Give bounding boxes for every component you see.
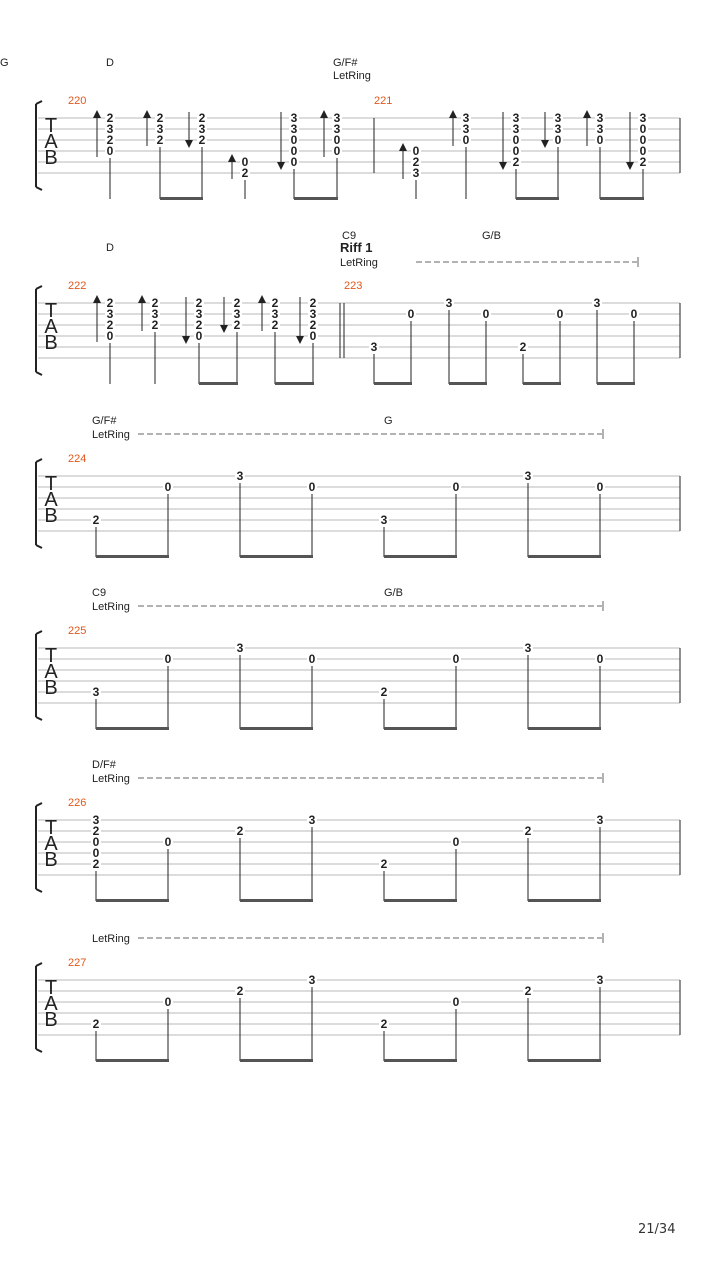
note-beam bbox=[528, 899, 601, 902]
measure-number: 223 bbox=[344, 280, 363, 292]
fret-number: 0 bbox=[308, 652, 316, 666]
fret-number: 0 bbox=[452, 480, 460, 494]
fret-number: 0 bbox=[596, 133, 604, 147]
fret-number: 0 bbox=[482, 307, 490, 321]
fret-number: 2 bbox=[198, 133, 206, 147]
fret-number: 3 bbox=[596, 813, 604, 827]
fret-number: 0 bbox=[596, 652, 604, 666]
strum-up-arrow-icon bbox=[138, 295, 146, 303]
fret-number: 0 bbox=[630, 307, 638, 321]
fret-number: 3 bbox=[290, 122, 298, 136]
fret-number: 3 bbox=[512, 122, 520, 136]
fret-number: 0 bbox=[554, 133, 562, 147]
strum-up-arrow-icon bbox=[258, 295, 266, 303]
system-bracket bbox=[36, 286, 42, 375]
note-beam bbox=[528, 727, 601, 730]
fret-number: 0 bbox=[92, 846, 100, 860]
fret-number: 3 bbox=[593, 296, 601, 310]
tab-clef-letter: B bbox=[44, 677, 58, 699]
fret-number: 2 bbox=[380, 685, 388, 699]
chord-name: G/B bbox=[384, 587, 403, 599]
strum-up-arrow-icon bbox=[583, 110, 591, 118]
fret-number: 0 bbox=[164, 652, 172, 666]
fret-number: 0 bbox=[512, 144, 520, 158]
note-beam bbox=[96, 555, 169, 558]
measure-number: 227 bbox=[68, 957, 87, 969]
measure-number: 222 bbox=[68, 280, 87, 292]
fret-number: 2 bbox=[92, 824, 100, 838]
strum-down-arrow-icon bbox=[626, 162, 634, 170]
fret-number: 3 bbox=[445, 296, 453, 310]
fret-number: 0 bbox=[596, 480, 604, 494]
fret-number: 0 bbox=[452, 995, 460, 1009]
strum-up-arrow-icon bbox=[93, 110, 101, 118]
measure-number: 225 bbox=[68, 625, 87, 637]
fret-number: 2 bbox=[309, 318, 317, 332]
riff-label: Riff 1 bbox=[340, 240, 373, 255]
fret-number: 2 bbox=[241, 166, 249, 180]
tab-system bbox=[36, 933, 680, 1062]
measure-number: 224 bbox=[68, 453, 87, 465]
chord-name: D/F# bbox=[92, 759, 116, 771]
fret-number: 3 bbox=[596, 111, 604, 125]
fret-number: 2 bbox=[380, 1017, 388, 1031]
note-beam bbox=[96, 899, 169, 902]
fret-number: 0 bbox=[164, 995, 172, 1009]
tab-clef-letter: A bbox=[44, 833, 58, 855]
tab-clef-letter: T bbox=[44, 977, 58, 999]
note-beam bbox=[516, 197, 559, 200]
fret-number: 3 bbox=[308, 813, 316, 827]
fret-number: 3 bbox=[639, 111, 647, 125]
fret-number: 3 bbox=[554, 111, 562, 125]
note-beam bbox=[384, 555, 457, 558]
chord-name: D bbox=[106, 57, 114, 69]
strum-up-arrow-icon bbox=[228, 154, 236, 162]
fret-number: 3 bbox=[524, 641, 532, 655]
fret-number: 0 bbox=[639, 122, 647, 136]
fret-number: 2 bbox=[92, 1017, 100, 1031]
fret-number: 0 bbox=[195, 329, 203, 343]
fret-number: 3 bbox=[554, 122, 562, 136]
note-beam bbox=[449, 382, 487, 385]
tab-clef-letter: A bbox=[44, 489, 58, 511]
strum-down-arrow-icon bbox=[185, 140, 193, 148]
fret-number: 0 bbox=[164, 480, 172, 494]
strum-up-arrow-icon bbox=[93, 295, 101, 303]
strum-down-arrow-icon bbox=[499, 162, 507, 170]
tab-clef-letter: B bbox=[44, 1009, 58, 1031]
fret-number: 0 bbox=[164, 835, 172, 849]
tab-clef-letter: T bbox=[44, 645, 58, 667]
fret-number: 3 bbox=[524, 469, 532, 483]
chord-name: G/F# bbox=[333, 57, 358, 69]
fret-number: 2 bbox=[524, 984, 532, 998]
let-ring-label: LetRing bbox=[340, 257, 378, 269]
fret-number: 2 bbox=[271, 318, 279, 332]
let-ring-label: LetRing bbox=[333, 70, 371, 82]
strum-down-arrow-icon bbox=[182, 336, 190, 344]
fret-number: 3 bbox=[233, 307, 241, 321]
fret-number: 3 bbox=[271, 307, 279, 321]
fret-number: 0 bbox=[639, 133, 647, 147]
fret-number: 2 bbox=[412, 155, 420, 169]
fret-number: 2 bbox=[106, 318, 114, 332]
note-beam bbox=[384, 727, 457, 730]
fret-number: 3 bbox=[596, 973, 604, 987]
system-bracket bbox=[36, 963, 42, 1052]
chord-name: G bbox=[0, 57, 9, 69]
fret-number: 0 bbox=[333, 144, 341, 158]
tab-clef-letter: B bbox=[44, 505, 58, 527]
note-beam bbox=[240, 1059, 313, 1062]
note-beam bbox=[294, 197, 338, 200]
note-beam bbox=[96, 727, 169, 730]
tab-clef-letter: B bbox=[44, 332, 58, 354]
tab-system bbox=[36, 257, 680, 385]
fret-number: 2 bbox=[106, 111, 114, 125]
fret-number: 2 bbox=[236, 984, 244, 998]
strum-up-arrow-icon bbox=[399, 143, 407, 151]
fret-number: 0 bbox=[92, 835, 100, 849]
note-beam bbox=[199, 382, 238, 385]
note-beam bbox=[528, 1059, 601, 1062]
strum-down-arrow-icon bbox=[220, 325, 228, 333]
fret-number: 0 bbox=[308, 480, 316, 494]
tab-clef-letter: T bbox=[44, 115, 58, 137]
fret-number: 3 bbox=[92, 813, 100, 827]
system-bracket bbox=[36, 101, 42, 190]
note-beam bbox=[240, 899, 313, 902]
fret-number: 0 bbox=[452, 652, 460, 666]
note-beam bbox=[240, 727, 313, 730]
chord-name: C9 bbox=[92, 587, 107, 599]
fret-number: 0 bbox=[309, 329, 317, 343]
fret-number: 3 bbox=[106, 307, 114, 321]
fret-number: 2 bbox=[106, 133, 114, 147]
fret-number: 3 bbox=[156, 122, 164, 136]
fret-number: 0 bbox=[290, 155, 298, 169]
fret-number: 0 bbox=[452, 835, 460, 849]
fret-number: 3 bbox=[198, 122, 206, 136]
fret-number: 0 bbox=[412, 144, 420, 158]
fret-number: 3 bbox=[106, 122, 114, 136]
strum-up-arrow-icon bbox=[449, 110, 457, 118]
tab-clef-letter: T bbox=[44, 473, 58, 495]
fret-number: 0 bbox=[639, 144, 647, 158]
tab-clef-letter: A bbox=[44, 131, 58, 153]
fret-number: 3 bbox=[236, 641, 244, 655]
tab-system bbox=[36, 601, 680, 730]
chord-name: G/F# bbox=[92, 415, 117, 427]
strum-down-arrow-icon bbox=[296, 336, 304, 344]
fret-number: 2 bbox=[524, 824, 532, 838]
fret-number: 2 bbox=[233, 318, 241, 332]
note-beam bbox=[384, 1059, 457, 1062]
system-bracket bbox=[36, 803, 42, 892]
strum-down-arrow-icon bbox=[541, 140, 549, 148]
fret-number: 3 bbox=[333, 122, 341, 136]
strum-up-arrow-icon bbox=[320, 110, 328, 118]
fret-number: 3 bbox=[236, 469, 244, 483]
fret-number: 0 bbox=[290, 144, 298, 158]
note-beam bbox=[528, 555, 601, 558]
fret-number: 2 bbox=[380, 857, 388, 871]
fret-number: 2 bbox=[512, 155, 520, 169]
fret-number: 3 bbox=[195, 307, 203, 321]
let-ring-label: LetRing bbox=[92, 773, 130, 785]
fret-number: 2 bbox=[195, 296, 203, 310]
fret-number: 3 bbox=[596, 122, 604, 136]
fret-number: 3 bbox=[370, 340, 378, 354]
strum-up-arrow-icon bbox=[143, 110, 151, 118]
fret-number: 2 bbox=[309, 296, 317, 310]
fret-number: 0 bbox=[512, 133, 520, 147]
note-beam bbox=[160, 197, 203, 200]
fret-number: 0 bbox=[290, 133, 298, 147]
fret-number: 2 bbox=[271, 296, 279, 310]
fret-number: 0 bbox=[333, 133, 341, 147]
tab-system bbox=[36, 101, 680, 200]
chord-name: G bbox=[384, 415, 393, 427]
tab-clef-letter: T bbox=[44, 300, 58, 322]
note-beam bbox=[600, 197, 644, 200]
fret-number: 2 bbox=[151, 296, 159, 310]
tab-clef-letter: B bbox=[44, 849, 58, 871]
fret-number: 2 bbox=[639, 155, 647, 169]
tab-clef-letter: A bbox=[44, 993, 58, 1015]
tab-clef-letter: B bbox=[44, 147, 58, 169]
fret-number: 3 bbox=[462, 111, 470, 125]
fret-number: 2 bbox=[236, 824, 244, 838]
fret-number: 0 bbox=[106, 144, 114, 158]
fret-number: 0 bbox=[407, 307, 415, 321]
let-ring-label: LetRing bbox=[92, 601, 130, 613]
fret-number: 2 bbox=[156, 133, 164, 147]
fret-number: 0 bbox=[556, 307, 564, 321]
note-beam bbox=[96, 1059, 169, 1062]
note-beam bbox=[240, 555, 313, 558]
fret-number: 3 bbox=[462, 122, 470, 136]
fret-number: 3 bbox=[290, 111, 298, 125]
note-beam bbox=[275, 382, 314, 385]
fret-number: 2 bbox=[151, 318, 159, 332]
note-beam bbox=[523, 382, 561, 385]
strum-down-arrow-icon bbox=[277, 162, 285, 170]
fret-number: 3 bbox=[512, 111, 520, 125]
fret-number: 3 bbox=[333, 111, 341, 125]
fret-number: 2 bbox=[195, 318, 203, 332]
chord-name: C9 bbox=[342, 230, 357, 242]
fret-number: 0 bbox=[241, 155, 249, 169]
fret-number: 2 bbox=[519, 340, 527, 354]
fret-number: 2 bbox=[106, 296, 114, 310]
tab-clef-letter: A bbox=[44, 316, 58, 338]
fret-number: 2 bbox=[233, 296, 241, 310]
fret-number: 3 bbox=[412, 166, 420, 180]
system-bracket bbox=[36, 631, 42, 720]
fret-number: 2 bbox=[198, 111, 206, 125]
fret-number: 3 bbox=[309, 307, 317, 321]
measure-number: 221 bbox=[374, 95, 393, 107]
tab-clef-letter: A bbox=[44, 661, 58, 683]
fret-number: 3 bbox=[308, 973, 316, 987]
chord-name: D bbox=[106, 242, 114, 254]
fret-number: 2 bbox=[92, 857, 100, 871]
let-ring-label: LetRing bbox=[92, 933, 130, 945]
tab-clef-letter: T bbox=[44, 817, 58, 839]
fret-number: 2 bbox=[156, 111, 164, 125]
fret-number: 2 bbox=[92, 513, 100, 527]
system-bracket bbox=[36, 459, 42, 548]
page-number: 21/34 bbox=[638, 1222, 676, 1237]
fret-number: 3 bbox=[380, 513, 388, 527]
chord-name: G/B bbox=[482, 230, 501, 242]
measure-number: 226 bbox=[68, 797, 87, 809]
let-ring-label: LetRing bbox=[92, 429, 130, 441]
tab-system bbox=[36, 429, 680, 558]
fret-number: 0 bbox=[106, 329, 114, 343]
tab-system bbox=[36, 773, 680, 902]
fret-number: 3 bbox=[92, 685, 100, 699]
note-beam bbox=[374, 382, 412, 385]
fret-number: 3 bbox=[151, 307, 159, 321]
note-beam bbox=[597, 382, 635, 385]
note-beam bbox=[384, 899, 457, 902]
fret-number: 0 bbox=[462, 133, 470, 147]
measure-number: 220 bbox=[68, 95, 87, 107]
